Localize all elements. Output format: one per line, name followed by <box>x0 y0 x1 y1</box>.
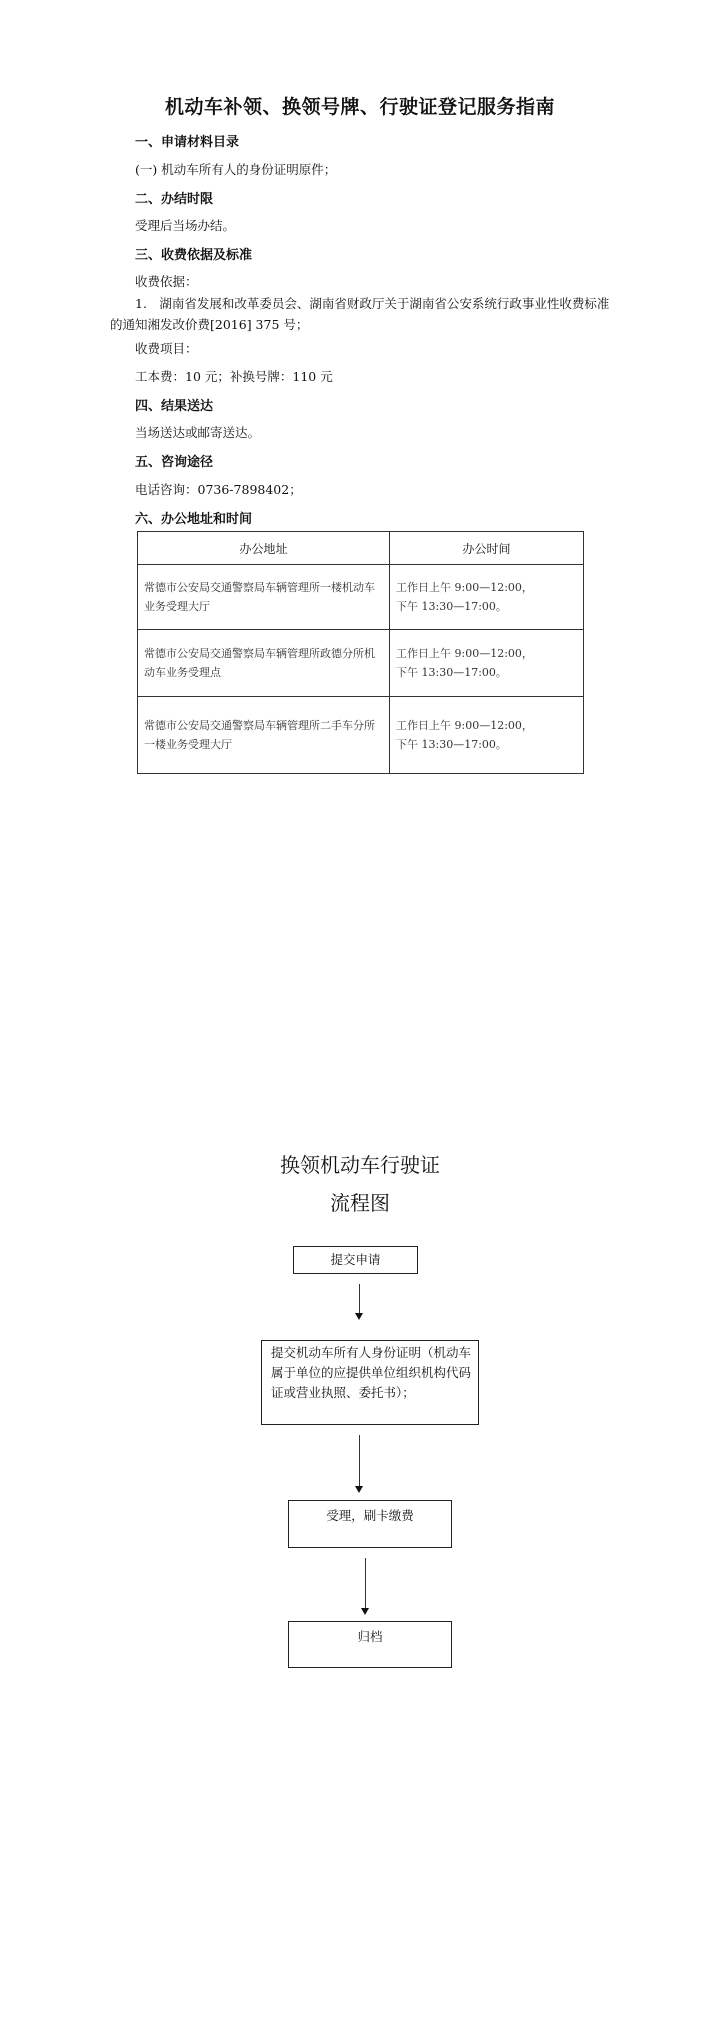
office-hours <box>390 697 584 774</box>
office-hours-line1: 工作日上午 9:00—12:00， <box>396 719 533 732</box>
flow-connector <box>359 1435 360 1487</box>
section-heading-materials: 一、申请材料目录 <box>135 135 240 150</box>
fee-items-label: 收费项目： <box>135 341 198 356</box>
fee-items-text: 工本费：10 元；补换号牌：110 元 <box>135 369 333 384</box>
flow-arrow-icon <box>355 1486 363 1493</box>
office-address: 常德市公安局交通警察局车辆管理所一楼机动车业务受理大厅 <box>138 565 390 630</box>
section-heading-delivery: 四、结果送达 <box>135 399 214 414</box>
section-heading-office: 六、办公地址和时间 <box>135 512 253 527</box>
flow-step-accept-pay: 受理，刷卡缴费 <box>288 1500 452 1548</box>
office-table <box>137 531 584 774</box>
flow-step-submit: 提交申请 <box>293 1246 418 1274</box>
office-hours-line1: 工作日上午 9:00—12:00， <box>396 581 533 594</box>
office-hours-line2: 下午 13:30—17:00。 <box>396 738 507 751</box>
flow-arrow-icon <box>355 1313 363 1320</box>
deadline-text: 受理后当场办结。 <box>135 218 236 233</box>
flowchart-title-line1: 换领机动车行驶证 <box>280 1153 440 1177</box>
table-header-row <box>138 532 584 565</box>
office-hours-line1: 工作日上午 9:00—12:00， <box>396 647 533 660</box>
flow-connector <box>359 1284 360 1314</box>
office-hours-line2: 下午 13:30—17:00。 <box>396 666 507 679</box>
page-title: 机动车补领、换领号牌、行驶证登记服务指南 <box>164 96 555 118</box>
office-hours-line2: 下午 13:30—17:00。 <box>396 600 507 613</box>
section-heading-consult: 五、咨询途径 <box>135 455 214 470</box>
section-heading-fees: 三、收费依据及标准 <box>135 248 253 263</box>
materials-item: (一) 机动车所有人的身份证明原件； <box>135 162 337 177</box>
flow-step-archive: 归档 <box>288 1621 452 1668</box>
delivery-text: 当场送达或邮寄送达。 <box>135 425 261 440</box>
flow-connector <box>365 1558 366 1610</box>
table-row <box>138 565 584 630</box>
fee-basis-item-line1: 1. 湖南省发展和改革委员会、湖南省财政厅关于湖南省公安系统行政事业性收费标准 <box>135 296 610 311</box>
office-address: 常德市公安局交通警察局车辆管理所二手车分所一楼业务受理大厅 <box>138 697 390 774</box>
fee-basis-item <box>110 293 630 335</box>
table-row <box>138 630 584 697</box>
column-header-time: 办公时间 <box>390 532 584 565</box>
office-hours <box>390 565 584 630</box>
flowchart-title-line2: 流程图 <box>330 1191 390 1215</box>
column-header-address: 办公地址 <box>138 532 390 565</box>
flow-step-documents: 提交机动车所有人身份证明（机动车属于单位的应提供单位组织机构代码证或营业执照、委托书）； <box>261 1340 479 1425</box>
consult-text: 电话咨询：0736-7898402； <box>135 482 302 497</box>
office-hours <box>390 630 584 697</box>
fee-basis-item-line2: 的通知湘发改价费[2016] 375 号； <box>110 317 309 332</box>
flow-arrow-icon <box>361 1608 369 1615</box>
fee-basis-label: 收费依据： <box>135 274 198 289</box>
office-address: 常德市公安局交通警察局车辆管理所政德分所机动车业务受理点 <box>138 630 390 697</box>
section-heading-deadline: 二、办结时限 <box>135 192 214 207</box>
table-row <box>138 697 584 774</box>
